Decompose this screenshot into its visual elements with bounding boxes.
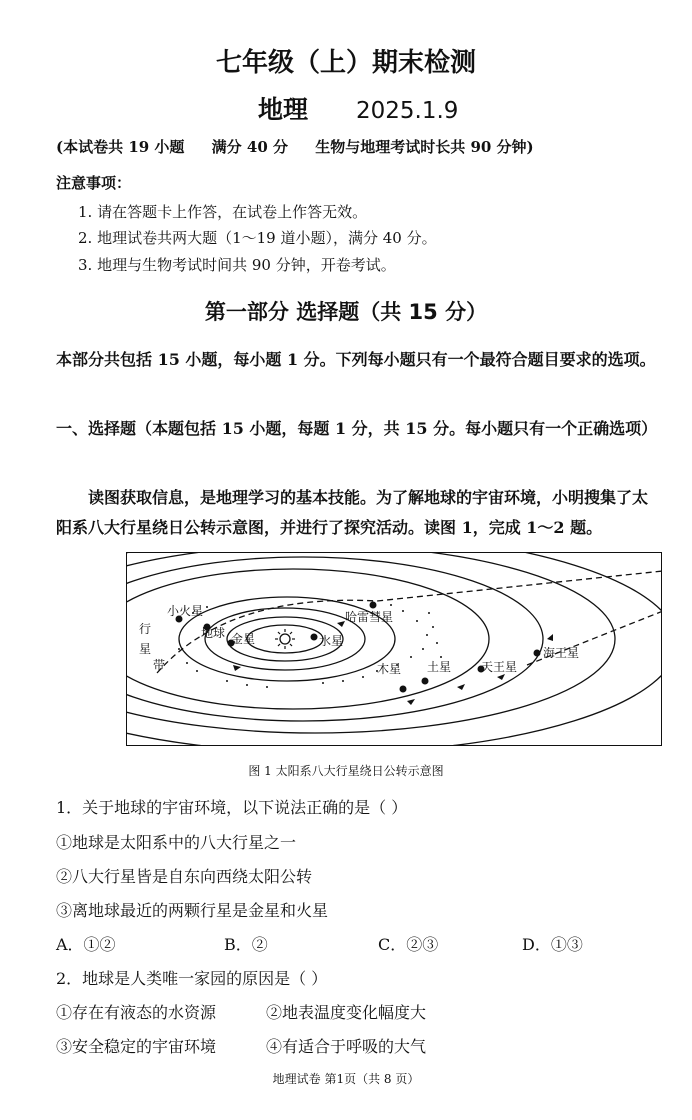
question-1-statement: ①地球是太阳系中的八大行星之一	[56, 833, 297, 852]
arrow-icon	[497, 674, 505, 680]
label-belt-3: 带	[153, 658, 166, 672]
info-duration: 生物与地理考试时长共 90 分钟)	[315, 138, 534, 156]
info-full-score: 满分 40 分	[211, 138, 288, 156]
question-2-statement: ②地表温度变化幅度大	[266, 1003, 427, 1022]
saturn-dot	[422, 678, 429, 685]
question-2-statement: ③安全稳定的宇宙环境	[56, 1037, 217, 1056]
reading-prompt: 读图获取信息，是地理学习的基本技能。为了解地球的宇宙环境，小明搜集了太阳系八大行星绕日公转示意图，并进行了探究活动。读图 1，完成 1～2 题。	[56, 488, 649, 537]
label-uranus: 天王星	[481, 660, 518, 674]
exam-date: 2025.1.9	[356, 98, 459, 124]
question-2-stem: 2．地球是人类唯一家园的原因是（ ）	[56, 969, 328, 988]
label-mercury: 水星	[319, 634, 344, 648]
page-footer: 地理试卷 第1页（共 8 页）	[272, 1072, 420, 1086]
exam-info	[56, 136, 556, 157]
option-d[interactable]: D．①③	[522, 935, 583, 954]
label-belt-2: 星	[139, 642, 152, 656]
figure-caption: 图 1 太阳系八大行星绕日公转示意图	[248, 764, 444, 778]
label-venus: 金星	[231, 632, 256, 646]
exam-title: 七年级（上）期末检测	[215, 48, 476, 78]
arrow-icon	[337, 621, 345, 627]
label-halley: 哈雷彗星	[345, 610, 394, 624]
orbit-diagram	[127, 553, 662, 746]
label-mars: 小火星	[167, 604, 204, 618]
notes-heading: 注意事项：	[56, 174, 132, 192]
solar-system-figure	[126, 552, 662, 746]
arrow-icon	[233, 665, 241, 671]
arrow-icon	[407, 699, 415, 705]
arrow-icon	[547, 634, 553, 641]
subject-name: 地理	[258, 95, 309, 124]
note-item: 1. 请在答题卡上作答，在试卷上作答无效。	[78, 203, 368, 221]
neptune-orbit	[127, 553, 662, 746]
label-saturn: 土星	[427, 660, 452, 674]
question-2-statement: ④有适合于呼吸的大气	[266, 1037, 427, 1056]
neptune-dot	[534, 650, 541, 657]
arrow-icon	[457, 684, 465, 690]
label-belt-1: 行	[139, 622, 152, 636]
question-1-statement: ③离地球最近的两颗行星是金星和火星	[56, 901, 329, 920]
asteroid-belt	[178, 604, 442, 688]
question-1-stem: 1．关于地球的宇宙环境，以下说法正确的是（ ）	[56, 798, 408, 817]
option-a[interactable]: A．①②	[56, 935, 116, 954]
label-jupiter: 木星	[377, 662, 402, 676]
sun-icon	[275, 629, 295, 649]
info-question-count: (本试卷共 19 小题	[56, 138, 185, 156]
question-2-statement: ①存在有液态的水资源	[56, 1003, 217, 1022]
label-neptune: 海王星	[543, 646, 580, 660]
question-1-statement: ②八大行星皆是自东向西绕太阳公转	[56, 867, 313, 886]
uranus-orbit	[127, 553, 615, 733]
mercury-dot	[311, 634, 318, 641]
option-b[interactable]: B．②	[224, 935, 268, 954]
section-heading: 一、选择题（本题包括 15 小题，每题 1 分，共 15 分。每小题只有一个正确选项）	[56, 419, 658, 438]
subject-line	[258, 90, 458, 126]
part-title: 第一部分 选择题（共 15 分）	[204, 300, 488, 324]
jupiter-dot	[400, 686, 407, 693]
note-item: 3. 地理与生物考试时间共 90 分钟，开卷考试。	[78, 256, 396, 274]
part-intro: 本部分共包括 15 小题，每小题 1 分。下列每小题只有一个最符合题目要求的选项。	[56, 350, 656, 369]
note-item: 2. 地理试卷共两大题（1～19 道小题），满分 40 分。	[78, 229, 437, 247]
jupiter-orbit	[127, 569, 489, 709]
option-c[interactable]: C．②③	[378, 935, 439, 954]
halley-comet-path	[157, 571, 662, 673]
halley-dot	[370, 602, 377, 609]
label-earth: 地球	[201, 626, 226, 640]
